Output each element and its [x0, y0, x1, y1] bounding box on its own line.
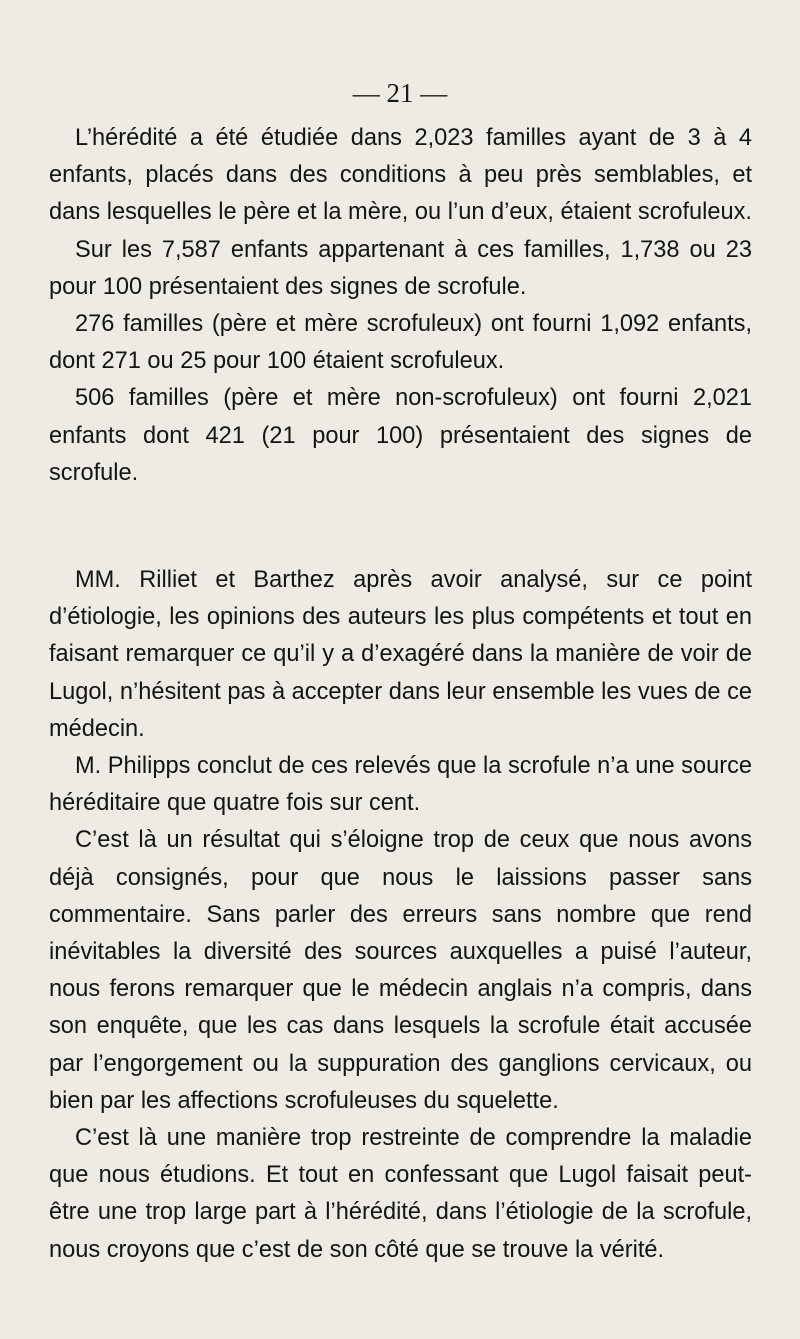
page-number: — 21 —	[352, 78, 448, 108]
paragraph-6: M. Philipps conclut de ces relevés que la scrofule n’a une source héréditaire que quatre fois sur cent.	[49, 753, 752, 817]
paragraph-8: C’est là une manière trop restreinte de comprendre la maladie que nous étudions. Et tout en confessant que Lugol faisait peut-être une trop large part à l’hérédité, dans l’étiologie de la scrofule, nous croyons que c’est de son côté que se trouve la vérité.	[49, 1125, 752, 1263]
paragraph-2: Sur les 7,587 enfants appartenant à ces familles, 1,738 ou 23 pour 100 présentaient des signes de scrofule.	[49, 236, 752, 300]
paragraph-3: 276 familles (père et mère scrofuleux) ont fourni 1,092 enfants, dont 271 ou 25 pour 100 étaient scrofuleux.	[49, 311, 752, 375]
section-heredity-statistics	[49, 120, 752, 492]
section-discussion	[49, 562, 752, 1269]
paragraph-5: MM. Rilliet et Barthez après avoir analysé, sur ce point d’étiologie, les opinions des auteurs les plus compétents et tout en faisant remarquer ce qu’il y a d’exagéré dans la manière de voir de Lugol, n’hésitent pas à accepter dans leur ensemble les vues de ce médecin.	[49, 567, 753, 742]
paragraph-4: 506 familles (père et mère non-scrofuleux) ont fourni 2,021 enfants dont 421 (21 pour 100) présentaient des signes de scrofule.	[49, 385, 752, 486]
paragraph-7: C’est là un résultat qui s’éloigne trop de ceux que nous avons déjà consignés, pour que nous le laissions passer sans commentaire. Sans parler des erreurs sans nombre que rend inévitables la diversité des sources auxquelles a puisé l’auteur, nous ferons remarquer que le médecin anglais n’a compris, dans son enquête, que les cas dans lesquels la scrofule était accusée par l’engorgement ou la suppuration des ganglions cervicaux, ou bien par les affections scrofuleuses du squelette.	[49, 827, 752, 1114]
paragraph-1: L’hérédité a été étudiée dans 2,023 familles ayant de 3 à 4 enfants, placés dans des conditions à peu près semblables, et dans lesquelles le père et la mère, ou l’un d’eux, étaient scrofuleux.	[49, 125, 752, 226]
